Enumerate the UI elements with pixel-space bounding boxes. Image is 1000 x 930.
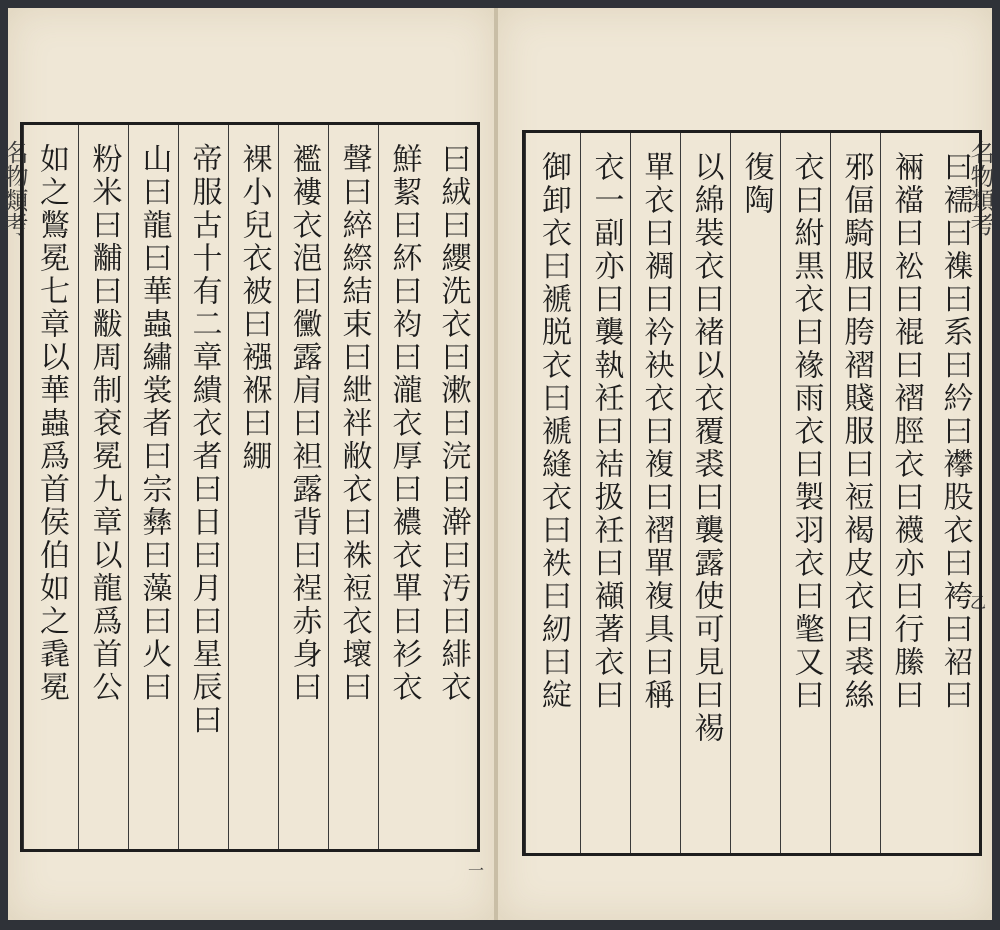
right-column-3 xyxy=(830,133,880,853)
right-column-6 xyxy=(680,133,730,853)
right-column-5-text: 復陶 xyxy=(738,151,774,217)
left-column-1-text: 曰絨曰纓洗衣曰漱曰浣曰澣曰汚曰緋衣 xyxy=(435,143,471,704)
right-column-8 xyxy=(580,133,630,853)
right-column-9 xyxy=(525,133,580,853)
right-column-5 xyxy=(730,133,780,853)
left-column-1 xyxy=(428,125,477,849)
right-column-7-text: 單衣曰裯曰衿袂衣曰複曰褶單複具曰稱 xyxy=(638,151,674,712)
right-column-6-text: 以綿裝衣曰褚以衣覆裘曰襲露使可見曰裼 xyxy=(688,151,724,745)
left-column-2-text: 鮮絜曰紑曰袀曰瀧衣厚曰襛衣單曰衫衣 xyxy=(386,143,422,704)
left-column-8 xyxy=(78,125,128,849)
right-column-1 xyxy=(930,133,979,853)
right-text-frame xyxy=(522,130,982,856)
left-column-4-text: 襤褸衣浥曰黴露肩曰袒露背曰裎赤身曰 xyxy=(286,143,322,704)
left-column-7-text: 山曰龍曰華蟲繡裳者曰宗彝曰藻曰火曰 xyxy=(136,143,172,704)
left-column-6 xyxy=(178,125,228,849)
left-column-7 xyxy=(128,125,178,849)
right-page-number: 乙 xyxy=(970,593,987,612)
right-column-3-text: 邪偪騎服曰胯褶賤服曰裋褐皮衣曰裘絲 xyxy=(838,151,874,712)
right-column-8-text: 衣一副亦曰襲執衽曰袺扱衽曰襭著衣曰 xyxy=(588,151,624,712)
right-margin-title: 名物類考 xyxy=(966,140,994,236)
right-column-1-text: 曰襦曰襍曰系曰紟曰襻股衣曰袴曰袑曰 xyxy=(937,151,973,712)
left-column-5 xyxy=(228,125,278,849)
left-column-4 xyxy=(278,125,328,849)
right-column-4-text: 衣曰紨黒衣曰褖雨衣曰製羽衣曰氅又曰 xyxy=(788,151,824,712)
right-column-4 xyxy=(780,133,830,853)
left-column-3 xyxy=(328,125,378,849)
left-column-6-text: 帝服古十有二章繢衣者曰日曰月曰星辰曰 xyxy=(186,143,222,737)
left-column-9-text: 如之鷩冕七章以華蟲爲首侯伯如之毳冕 xyxy=(34,143,69,704)
left-column-8-text: 粉米曰黼曰黻周制袞冕九章以龍爲首公 xyxy=(86,143,122,704)
left-column-2 xyxy=(378,125,428,849)
left-text-frame xyxy=(20,122,480,852)
left-column-9 xyxy=(23,125,78,849)
right-column-2 xyxy=(880,133,930,853)
left-page-number: 一 xyxy=(468,861,485,880)
left-margin-title: 名物類考 xyxy=(0,140,28,236)
right-column-2-text: 裲襠曰衳曰裩曰褶脛衣曰襪亦曰行縢曰 xyxy=(888,151,924,712)
left-column-5-text: 裸小兒衣被曰襁褓曰綳 xyxy=(236,143,272,473)
left-column-3-text: 聲曰綷縩結束曰紲袢敝衣曰袾裋衣壞曰 xyxy=(336,143,372,704)
right-column-9-text: 御卸衣曰褫脱衣曰褫縫衣曰袟曰紉曰綻 xyxy=(536,151,571,712)
right-column-7 xyxy=(630,133,680,853)
